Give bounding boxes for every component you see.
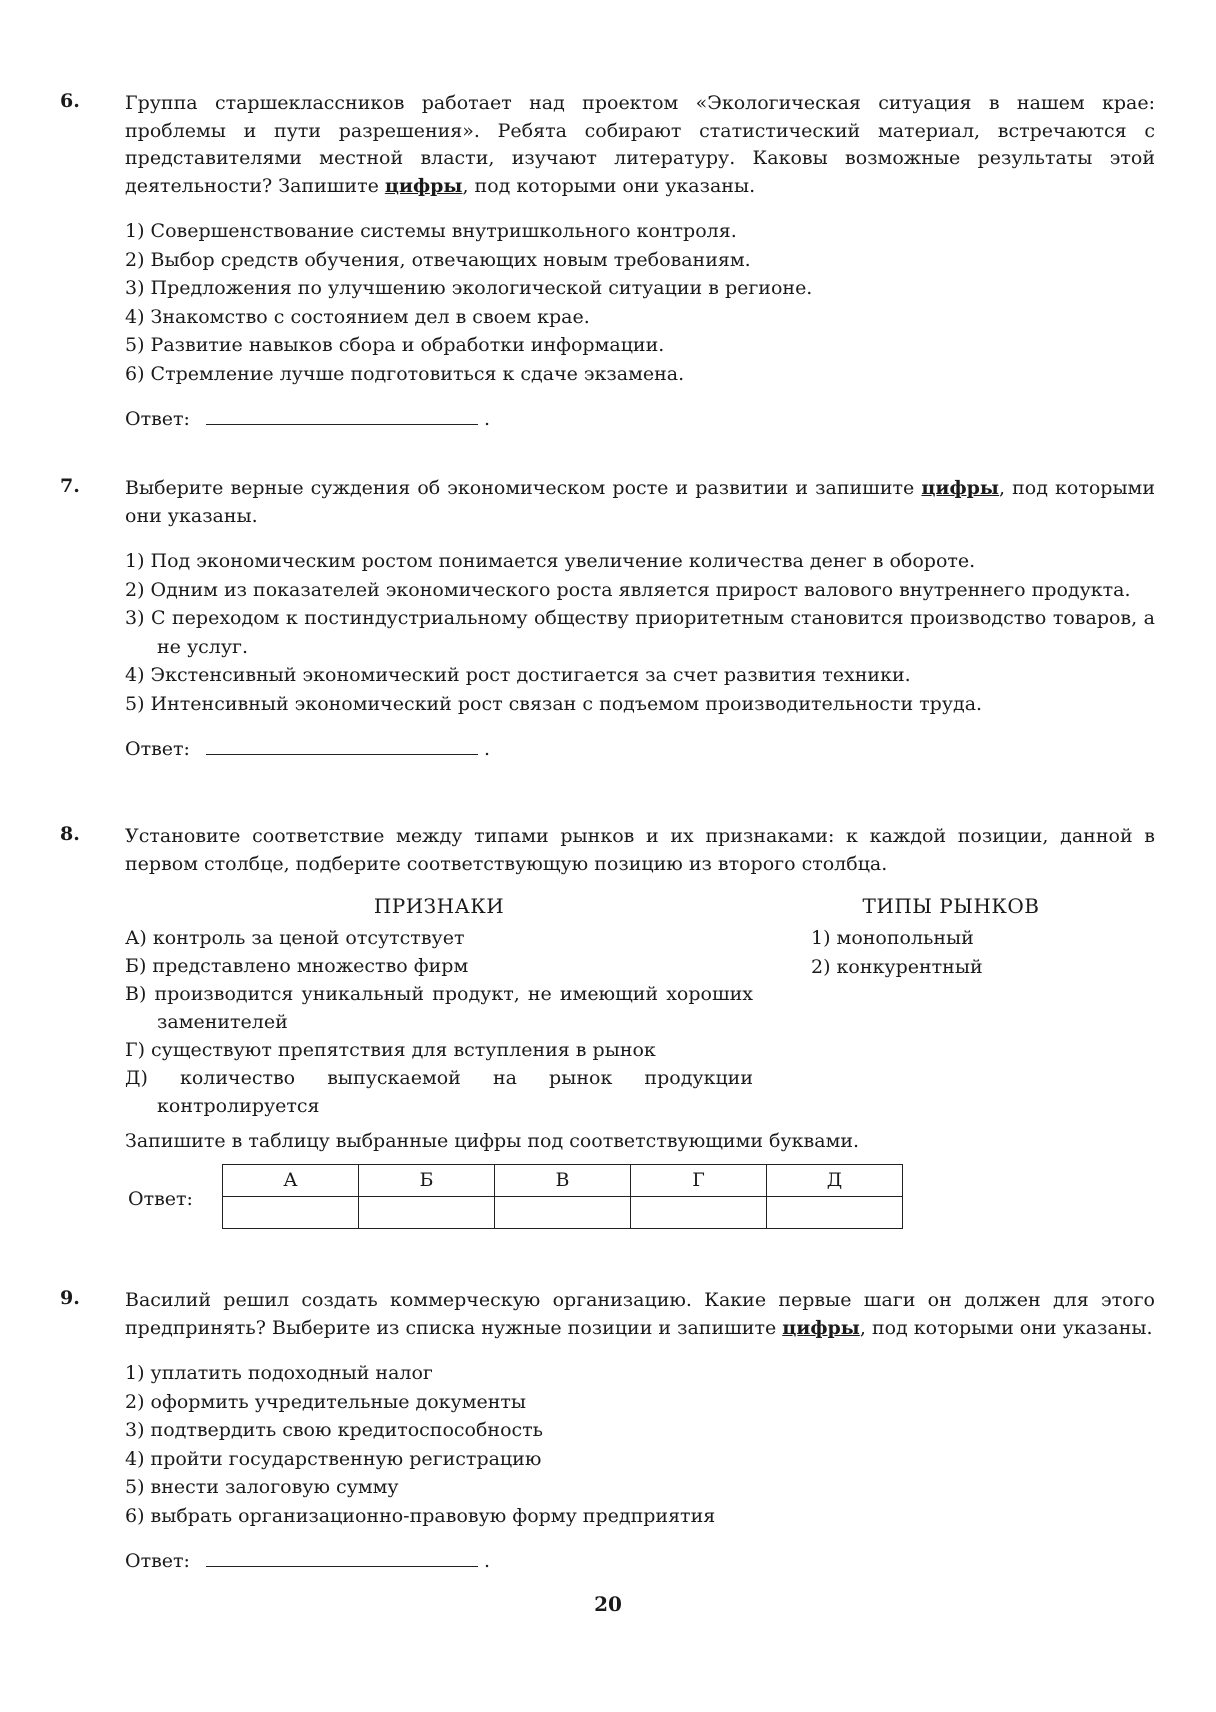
feature-item: Б) представлено множество фирм (125, 955, 469, 977)
answer-label: Ответ: (128, 1187, 193, 1210)
answer-label: Ответ: (125, 738, 190, 760)
answer-label: Ответ: (125, 1550, 190, 1572)
answer-cell[interactable] (495, 1196, 631, 1228)
task-number: 9. (60, 1287, 80, 1309)
option-item: 5) Интенсивный экономический рост связан с подъемом производительности труда. (125, 692, 983, 715)
table-instruction: Запишите в таблицу выбранные цифры под соответствующими буквами. (125, 1130, 860, 1152)
answer-row: Ответ: . (125, 734, 1155, 764)
features-column (125, 892, 753, 1120)
table-header-cell: Д (767, 1164, 903, 1196)
feature-item: Д) количество выпускаемой на рынок продукции контролируется (125, 1067, 753, 1117)
answer-table (222, 1164, 903, 1229)
task-question: Выберите верные суждения об экономическом росте и развитии и запишите цифры, под которыми они указаны. (125, 477, 1156, 527)
task-6 (60, 90, 1155, 434)
options-list (125, 547, 1155, 718)
option-item: 6) Стремление лучше подготовиться к сдаче экзамена. (125, 362, 685, 385)
option-item: 3) подтвердить свою кредитоспособность (125, 1419, 544, 1441)
options-list (125, 1359, 1155, 1530)
option-item: 4) Знакомство с состоянием дел в своем крае. (125, 305, 590, 328)
option-item: 3) С переходом к постиндустриальному обществу приоритетным становится производство товаров, а не услуг. (125, 607, 1155, 658)
task-9 (60, 1287, 1155, 1576)
table-header-cell: Г (631, 1164, 767, 1196)
option-item: 2) Выбор средств обучения, отвечающих новым требованиям. (125, 248, 751, 271)
option-item: 1) уплатить подоходный налог (125, 1362, 433, 1384)
table-header-cell: Б (359, 1164, 495, 1196)
table-header-cell: А (223, 1164, 359, 1196)
task-8 (60, 823, 1155, 1236)
option-item: 6) выбрать организационно-правовую форму предприятия (125, 1504, 716, 1527)
market-type-item: 2) конкурентный (811, 956, 983, 978)
table-header-cell: В (495, 1164, 631, 1196)
task-number: 7. (60, 475, 80, 497)
answer-line[interactable] (206, 1546, 478, 1567)
option-item: 5) Развитие навыков сбора и обработки информации. (125, 334, 665, 356)
market-types-column (811, 892, 1091, 982)
task-7 (60, 475, 1155, 764)
answer-cell[interactable] (359, 1196, 495, 1228)
options-list (125, 217, 1155, 388)
option-item: 5) внести залоговую сумму (125, 1476, 399, 1498)
task-question: Установите соответствие между типами рынков и их признаками: к каждой позиции, данной в первом столбце, подберите соответствующую позицию из второго столбца. (125, 825, 1155, 875)
feature-item: А) контроль за ценой отсутствует (125, 927, 465, 949)
answer-cell[interactable] (223, 1196, 359, 1228)
option-item: 2) оформить учредительные документы (125, 1390, 527, 1413)
task-number: 6. (60, 90, 80, 112)
option-item: 1) Под экономическим ростом понимается увеличение количества денег в обороте. (125, 550, 976, 572)
matching-columns (125, 892, 1155, 1120)
answer-table-wrap (125, 1164, 1155, 1236)
answer-label: Ответ: (125, 408, 190, 430)
answer-cell[interactable] (767, 1196, 903, 1228)
emphasis-digits: цифры (384, 174, 463, 197)
feature-item: Г) существуют препятствия для вступления в рынок (125, 1039, 656, 1061)
emphasis-digits: цифры (921, 477, 999, 499)
feature-item: В) производится уникальный продукт, не имеющий хороших заменителей (125, 983, 753, 1033)
features-header: ПРИЗНАКИ (373, 894, 505, 918)
market-types-header: ТИПЫ РЫНКОВ (862, 894, 1040, 918)
option-item: 4) Экстенсивный экономический рост достигается за счет развития техники. (125, 664, 911, 686)
answer-cell[interactable] (631, 1196, 767, 1228)
answer-row: Ответ: . (125, 404, 1155, 434)
option-item: 2) Одним из показателей экономического роста является прирост валового внутреннего продукта. (125, 578, 1131, 601)
task-number: 8. (60, 823, 80, 845)
answer-line[interactable] (206, 734, 478, 755)
page-number: 20 (594, 1592, 622, 1616)
option-item: 4) пройти государственную регистрацию (125, 1447, 542, 1470)
option-item: 1) Совершенствование системы внутришкольного контроля. (125, 220, 737, 242)
emphasis-digits: цифры (782, 1316, 860, 1339)
task-question: Группа старшеклассников работает над проектом «Экологическая ситуация в нашем крае: проблемы и пути разрешения». Ребята собирают статистический материал, встречаются с представителями местной власти, изучают литературу. Каковы возможные результаты этой деятельности? Запишите цифры, под которыми они указаны. (125, 92, 1155, 197)
answer-line[interactable] (206, 404, 478, 425)
answer-row: Ответ: . (125, 1546, 1155, 1576)
market-type-item: 1) монопольный (811, 927, 974, 949)
task-question: Василий решил создать коммерческую организацию. Какие первые шаги он должен для этого предпринять? Выберите из списка нужные позиции и запишите цифры, под которыми они указаны. (125, 1289, 1155, 1339)
option-item: 3) Предложения по улучшению экологической ситуации в регионе. (125, 277, 813, 299)
